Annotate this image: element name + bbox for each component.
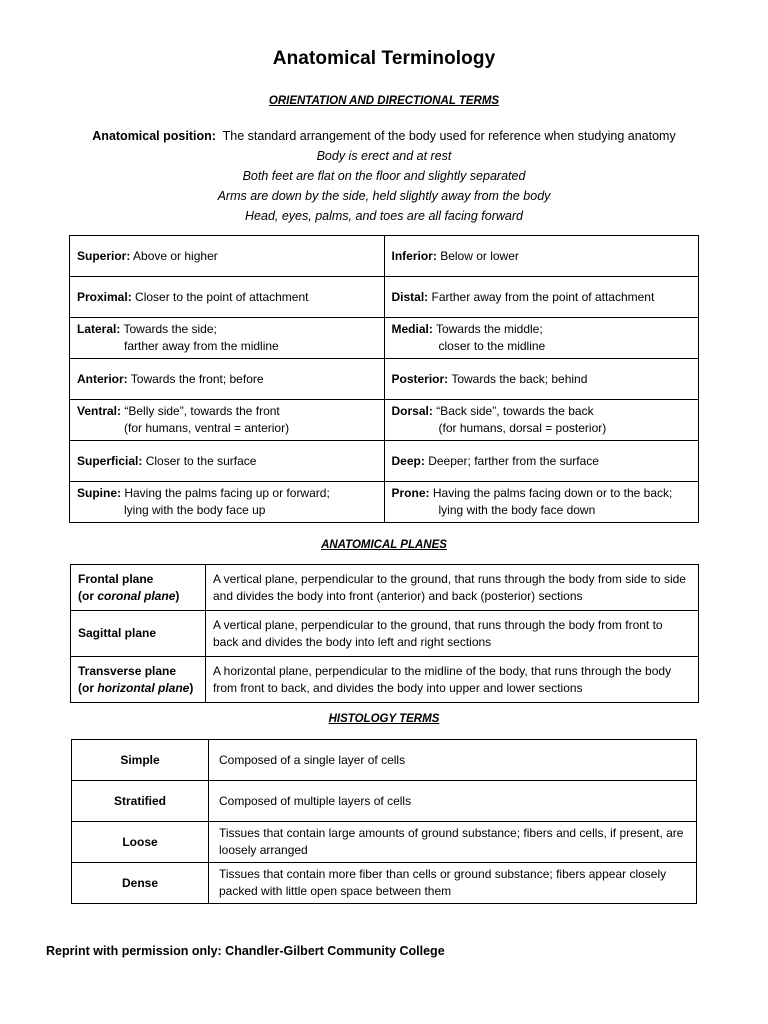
anatomical-planes-table xyxy=(70,564,699,703)
term-cell: Supine: Having the palms facing up or forward; lying with the body face up xyxy=(70,482,385,523)
anatomical-position-detail: Both feet are flat on the floor and slightly separated xyxy=(242,169,526,183)
histology-description-cell: Tissues that contain large amounts of ground substance; fibers and cells, if present, are loosely arranged xyxy=(209,822,697,863)
term-cell: Superior: Above or higher xyxy=(70,236,385,277)
table-row xyxy=(70,441,699,482)
term-cell: Posterior: Towards the back; behind xyxy=(384,359,699,400)
anatomical-position-detail: Body is erect and at rest xyxy=(316,149,452,163)
page-title: Anatomical Terminology xyxy=(272,48,496,69)
section-heading-planes: ANATOMICAL PLANES xyxy=(321,539,447,551)
histology-description-cell: Tissues that contain more fiber than cells or ground substance; fibers appear closely packed with little open space between them xyxy=(209,863,697,904)
anatomical-position-label: Anatomical position: xyxy=(92,129,216,143)
table-row xyxy=(70,400,699,441)
table-row xyxy=(72,740,697,781)
term-cell: Medial: Towards the middle; closer to the midline xyxy=(384,318,699,359)
histology-term-cell: Stratified xyxy=(72,781,209,822)
plane-name-cell: Sagittal plane xyxy=(71,611,206,657)
term-cell: Distal: Farther away from the point of attachment xyxy=(384,277,699,318)
plane-description-cell: A vertical plane, perpendicular to the ground, that runs through the body from front to back and divides the body into left and right sections xyxy=(206,611,699,657)
plane-name-cell: Frontal plane (or coronal plane) xyxy=(71,565,206,611)
table-row xyxy=(71,657,699,703)
histology-term-cell: Simple xyxy=(72,740,209,781)
directional-terms-table xyxy=(69,235,699,523)
plane-name-cell: Transverse plane (or horizontal plane) xyxy=(71,657,206,703)
table-row xyxy=(71,611,699,657)
term-cell: Superficial: Closer to the surface xyxy=(70,441,385,482)
term-cell: Inferior: Below or lower xyxy=(384,236,699,277)
footer-note: Reprint with permission only: Chandler-Gilbert Community College xyxy=(46,944,445,958)
section-heading-histology: HISTOLOGY TERMS xyxy=(328,713,440,725)
table-row xyxy=(70,236,699,277)
table-row xyxy=(72,781,697,822)
anatomical-position-line xyxy=(0,129,768,143)
table-row xyxy=(70,277,699,318)
table-row xyxy=(70,359,699,400)
term-cell: Deep: Deeper; farther from the surface xyxy=(384,441,699,482)
table-row xyxy=(70,318,699,359)
table-row xyxy=(72,822,697,863)
histology-term-cell: Loose xyxy=(72,822,209,863)
anatomical-position-details xyxy=(0,146,768,226)
plane-description-cell: A vertical plane, perpendicular to the ground, that runs through the body from side to side and divides the body into front (anterior) and back (posterior) sections xyxy=(206,565,699,611)
anatomical-position-text: The standard arrangement of the body used for reference when studying anatomy xyxy=(222,129,676,143)
section-heading-orientation: ORIENTATION AND DIRECTIONAL TERMS xyxy=(268,95,500,107)
term-cell: Prone: Having the palms facing down or to the back; lying with the body face down xyxy=(384,482,699,523)
term-cell: Anterior: Towards the front; before xyxy=(70,359,385,400)
term-cell: Lateral: Towards the side; farther away from the midline xyxy=(70,318,385,359)
table-row xyxy=(71,565,699,611)
histology-description-cell: Composed of a single layer of cells xyxy=(209,740,697,781)
histology-term-cell: Dense xyxy=(72,863,209,904)
term-cell: Proximal: Closer to the point of attachment xyxy=(70,277,385,318)
anatomical-position-detail: Arms are down by the side, held slightly away from the body xyxy=(217,189,551,203)
anatomical-position-detail: Head, eyes, palms, and toes are all facing forward xyxy=(245,209,523,223)
table-row xyxy=(70,482,699,523)
term-cell: Dorsal: “Back side”, towards the back (for humans, dorsal = posterior) xyxy=(384,400,699,441)
table-row xyxy=(72,863,697,904)
term-cell: Ventral: “Belly side”, towards the front (for humans, ventral = anterior) xyxy=(70,400,385,441)
histology-terms-table xyxy=(71,739,697,904)
histology-description-cell: Composed of multiple layers of cells xyxy=(209,781,697,822)
plane-description-cell: A horizontal plane, perpendicular to the midline of the body, that runs through the body from front to back, and divides the body into upper and lower sections xyxy=(206,657,699,703)
